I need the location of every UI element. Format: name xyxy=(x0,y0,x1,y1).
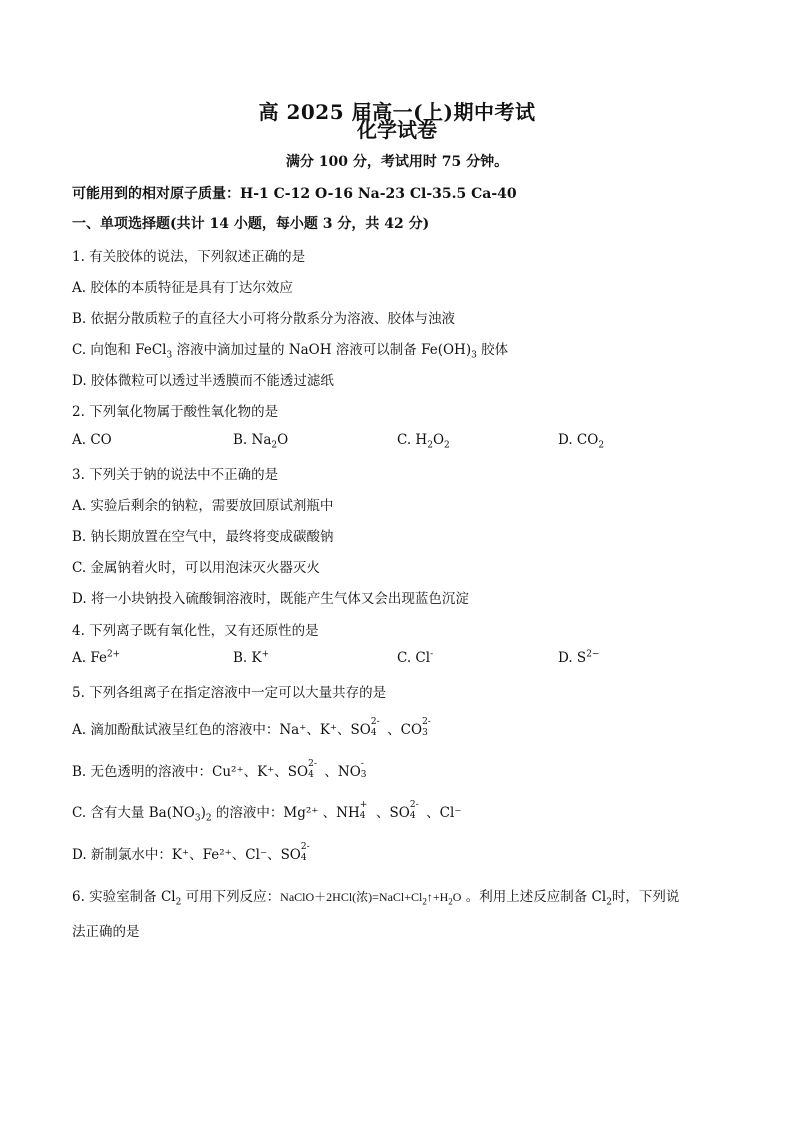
section-heading: 一、单项选择题(共计 14 小题，每小题 3 分，共 42 分) xyxy=(72,216,430,232)
q1-stem: 1. 有关胶体的说法，下列叙述正确的是 xyxy=(72,249,306,265)
q5-option-b: B. 无色透明的溶液中：Cu²⁺、K⁺、SO 2- 4 、NO - 3 xyxy=(72,759,367,780)
q4-option-b: B. K+ xyxy=(233,649,270,666)
q4-option-a: A. $Fe^{2+}$ xyxy=(72,649,121,666)
q6-equation: NaClO＋2HCl(浓)$=NaCl+Cl_2↑+H_2O$ xyxy=(280,890,462,907)
q4-option-c: C. Cl- xyxy=(397,649,434,666)
q3-option-c: C. 金属钠着火时，可以用泡沫灭火器灭火 xyxy=(72,560,320,576)
q5-option-d: D. 新制氯水中：K⁺、Fe²⁺、Cl⁻、SO 2- 4 xyxy=(72,842,310,863)
q1-option-c: C. 向饱和 FeCl$_3$ 溶液中滴加过量的 NaOH 溶液可以制备 $Fe(OH)_3$ 胶体 xyxy=(72,342,509,361)
q2-option-a: A. CO xyxy=(72,432,112,448)
q5-stem: 5. 下列各组离子在指定溶液中一定可以大量共存的是 xyxy=(72,685,387,701)
q2-option-b: B. $Na_2O$ xyxy=(233,432,289,451)
q3-option-a: A. 实验后剩余的钠粒，需要放回原试剂瓶中 xyxy=(72,498,334,514)
page-title: 高 2025 届高一(上)期中考试 xyxy=(258,100,536,124)
q6-stem-line1: 6. 实验室制备 $Cl_2$ 可用下列反应：NaClO＋2HCl(浓)$=NaCl+Cl_2↑+H_2O$ 。利用上述反应制备 $Cl_2$时，下列说 xyxy=(72,889,680,908)
q3-option-d: D. 将一小块钠投入硫酸铜溶液时，既能产生气体又会出现蓝色沉淀 xyxy=(72,591,469,607)
q2-option-d: D. $CO_2$ xyxy=(558,432,605,451)
exam-info: 满分 100 分，考试用时 75 分钟。 xyxy=(285,154,509,170)
q5-option-c: C. 含有大量 $Ba(NO_3)_2$ 的溶液中：Mg²⁺ 、NH + 4 、SO 2- 4 、Cl⁻ xyxy=(72,800,462,824)
q5-option-a: A. 滴加酚酞试液呈红色的溶液中：Na⁺、K⁺、SO 2- 4 、CO 2- 3 xyxy=(72,717,431,738)
q3-stem: 3. 下列关于钠的说法中不正确的是 xyxy=(72,467,279,483)
q1-option-d: D. 胶体微粒可以透过半透膜而不能透过滤纸 xyxy=(72,373,334,389)
q2-stem: 2. 下列氧化物属于酸性氧化物的是 xyxy=(72,404,279,420)
q1-option-b: B. 依据分散质粒子的直径大小可将分散系分为溶液、胶体与浊液 xyxy=(72,311,456,327)
q4-option-d: D. $S^{2-}$ xyxy=(558,649,600,666)
atomic-mass-line: 可能用到的相对原子质量：H-1 C-12 O-16 Na-23 Cl-35.5 Ca-40 xyxy=(72,186,517,202)
q3-option-b: B. 钠长期放置在空气中，最终将变成碳酸钠 xyxy=(72,529,334,545)
q4-stem: 4. 下列离子既有氧化性，又有还原性的是 xyxy=(72,623,319,639)
page-subtitle: 化学试卷 xyxy=(357,118,437,142)
q6-stem-line2: 法正确的是 xyxy=(72,924,140,940)
q1-option-a: A. 胶体的本质特征是具有丁达尔效应 xyxy=(72,280,293,296)
q2-option-c: C. $H_2O_2$ xyxy=(397,432,450,451)
